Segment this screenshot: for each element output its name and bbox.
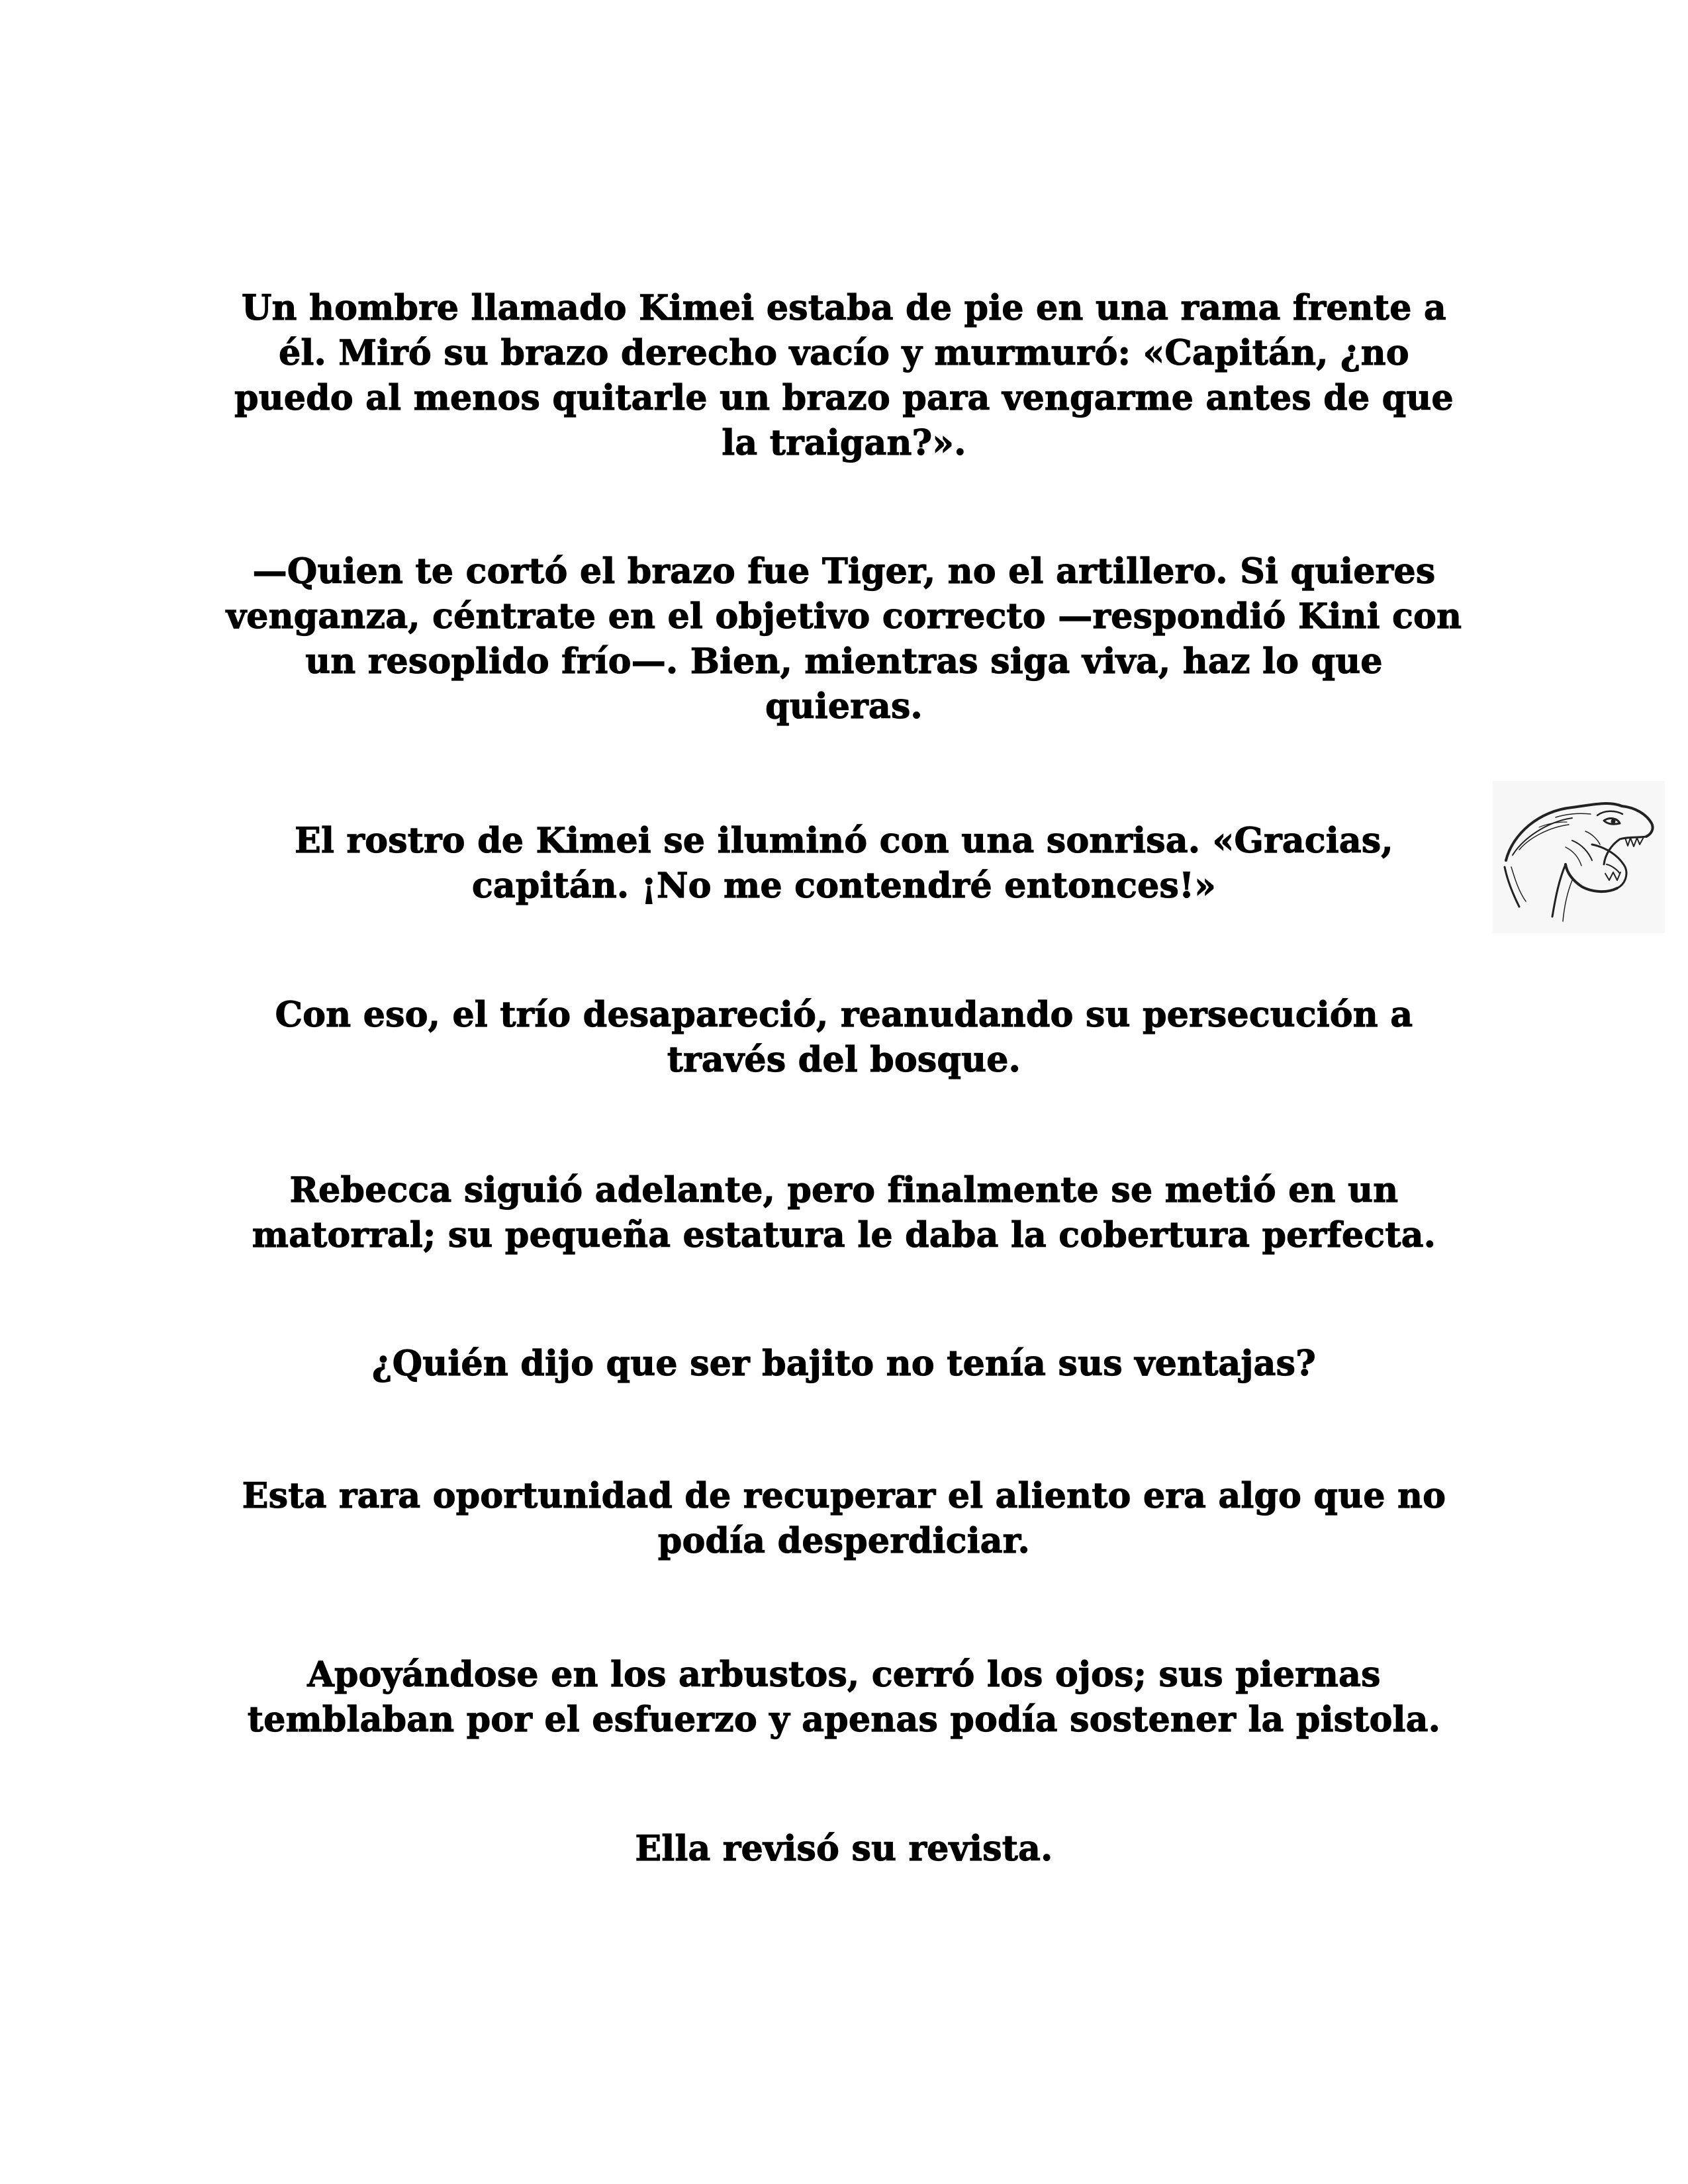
paragraph: ¿Quién dijo que ser bajito no tenía sus ventajas? [372,1343,1316,1384]
paragraph: Un hombre llamado Kimei estaba de pie en una rama frente a él. Miró su brazo derecho vacío y murmuró: «Capitán, ¿no puedo al menos quitarle un brazo para vengarme antes de que la traigan?». [234,288,1454,463]
paragraph: —Quien te cortó el brazo fue Tiger, no el artillero. Si quieres venganza, céntrate en el objetivo correcto —respondió Kini con un resoplido frío—. Bien, mientras siga viva, haz lo que quieras. [226,551,1462,727]
paragraph: Ella revisó su revista. [635,1829,1053,1869]
paragraph: Apoyándose en los arbustos, cerró los ojos; sus piernas temblaban por el esfuerzo y apenas podía sostener la pistola. [247,1655,1441,1740]
paragraph: Con eso, el trío desapareció, reanudando su persecución a través del bosque. [275,995,1413,1080]
paragraph: Rebecca siguió adelante, pero finalmente se metió en un matorral; su pequeña estatura le daba la cobertura perfecta. [252,1170,1436,1255]
paragraph: El rostro de Kimei se iluminó con una sonrisa. «Gracias, capitán. ¡No me contendré entonces!» [295,821,1393,906]
dinosaur-head-icon [1493,781,1665,933]
paragraph: Esta rara oportunidad de recuperar el aliento era algo que no podía desperdiciar. [242,1476,1446,1561]
